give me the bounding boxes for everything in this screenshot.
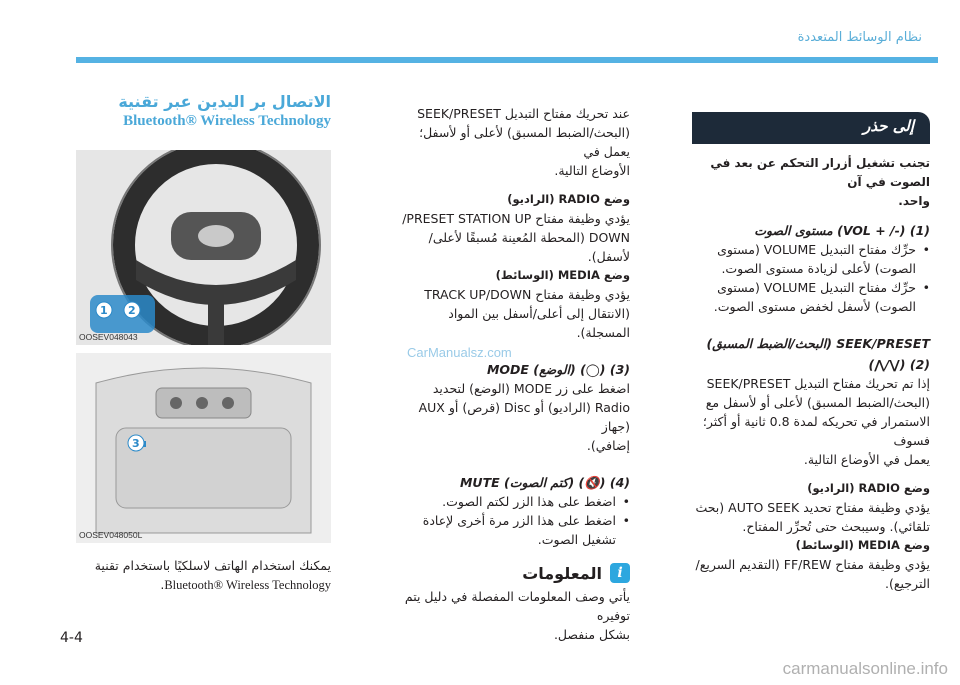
steering-wheel-figure — [76, 150, 331, 345]
seek-mid-text-2: (البحث/الضبط المسبق) لأعلى أو لأسفل؛ يعمل في — [419, 125, 630, 159]
media-mode-heading-mid: وضع MEDIA (الوسائط) — [495, 268, 630, 282]
section-title: نظام الوسائط المتعددة — [797, 30, 922, 45]
mode-text-2: Radio (الراديو) أو Disc (قرص) أو AUX (جهاز — [418, 400, 630, 434]
right-column — [692, 112, 930, 593]
seek-mid-text-3: الأوضاع التالية. — [554, 163, 630, 178]
mode-heading: (3) (◯) (الوضع) MODE — [486, 362, 630, 377]
bluetooth-desc-1: يمكنك استخدام الهاتف لاسلكيًا باستخدام تقنية — [94, 558, 331, 573]
media-mid-text-1: يؤدي وظيفة مفتاح TRACK UP/DOWN — [424, 287, 630, 302]
overhead-console-image — [76, 353, 331, 543]
seek-text-2: (البحث/الضبط المسبق) لأعلى أو لأسفل مع — [705, 395, 930, 410]
volume-heading: (1) (-/ + VOL) مستوى الصوت — [754, 223, 930, 238]
seek-mid-text-1: عند تحريك مفتاح التبديل SEEK/PRESET — [417, 106, 630, 121]
media-mid-text-2: (الانتقال إلى أعلى/أسفل بين المواد المسجلة). — [448, 306, 630, 340]
seek-text-3: الاستمرار في تحريكه لمدة 0.8 ثانية أو أكثر؛ فسوف — [702, 414, 930, 448]
radio-text-1: يؤدي وظيفة مفتاح تحديد AUTO SEEK (بحث — [695, 500, 930, 515]
media-text-2: الترجيع). — [885, 576, 930, 591]
info-heading — [398, 563, 630, 583]
info-text-2: بشكل منفصل. — [553, 627, 630, 642]
radio-mode-heading-mid: وضع RADIO (الراديو) — [507, 192, 630, 206]
middle-column — [398, 104, 630, 644]
mute-bullet-2: • اضغط على هذا الزر مرة أخرى لإعادة تشغيل الصوت. — [398, 511, 630, 549]
media-text-1: يؤدي وظيفة مفتاح FF/REW (التقديم السريع/ — [695, 557, 930, 572]
bluetooth-desc-2 — [76, 575, 331, 595]
figure-code-1: OOSEV048043 — [79, 332, 138, 342]
svg-text:2: 2 — [128, 304, 136, 317]
watermark: CarManualsz.com — [407, 345, 512, 360]
left-column — [76, 92, 331, 130]
volume-bullet-1b: الصوت) لأعلى لزيادة مستوى الصوت. — [721, 261, 916, 276]
seek-subheading: (2) (⋁/⋀) — [868, 357, 930, 372]
figure-code-2: OOSEV048050L — [79, 530, 143, 540]
footer-site-mark: carmanualsonline.info — [782, 659, 948, 678]
mute-heading: (4) (🔇) (كتم الصوت) MUTE — [459, 475, 630, 490]
volume-bullet-2b: الصوت) لأسفل لخفض مستوى الصوت. — [713, 299, 916, 314]
svg-text:1: 1 — [100, 304, 108, 317]
caution-box — [692, 112, 930, 144]
mute-bullet-1: • اضغط على هذا الزر لكتم الصوت. — [398, 492, 630, 511]
steering-wheel-image — [76, 150, 331, 345]
info-icon: i — [610, 563, 630, 583]
info-text-1: يأتي وصف المعلومات المفصلة في دليل يتم توفيره — [404, 589, 630, 623]
bluetooth-desc-end: . — [160, 577, 165, 592]
caution-text-2: واحد. — [898, 194, 930, 208]
overhead-console-figure — [76, 353, 331, 543]
volume-bullet-1a: • حرِّك مفتاح التبديل VOLUME (مستوى — [692, 240, 930, 259]
radio-mode-heading: وضع RADIO (الراديو) — [807, 481, 930, 495]
seek-text-1: إذا تم تحريك مفتاح التبديل SEEK/PRESET — [706, 376, 930, 391]
mode-text-3: إضافي). — [586, 438, 630, 453]
info-title: المعلومات — [522, 563, 602, 583]
header-rule — [76, 57, 938, 63]
bluetooth-title: الاتصال بر الیدين عبر تقنية — [118, 92, 331, 111]
seek-text-4: يعمل في الأوضاع التالية. — [803, 452, 930, 467]
mode-text-1: اضغط على زر MODE (الوضع) لتحديد — [432, 381, 630, 396]
svg-text:3: 3 — [132, 437, 140, 450]
media-mode-heading: وضع MEDIA (الوسائط) — [795, 538, 930, 552]
bluetooth-description — [76, 556, 331, 595]
radio-text-2: تلقائي). وسيبحث حتى تُحرِّر المفتاح. — [742, 519, 930, 534]
caution-text: تجنب تشغيل أزرار التحكم عن بعد في الصوت في آن — [710, 156, 930, 189]
caution-title: إلى حذر — [863, 117, 914, 135]
seek-heading: SEEK/PRESET (البحث/الضبط المسبق) — [706, 336, 930, 351]
radio-mid-text-2: DOWN (المحطة المُعينة مُسبقًا لأعلى/لأسفل). — [428, 230, 630, 264]
bluetooth-title-en: Bluetooth® Wireless Technology — [123, 113, 331, 129]
page-number: 4-4 — [60, 630, 83, 646]
volume-bullet-2a: • حرِّك مفتاح التبديل VOLUME (مستوى — [692, 278, 930, 297]
bluetooth-desc-en: Bluetooth® Wireless Technology — [164, 578, 331, 592]
radio-mid-text-1: يؤدي وظيفة مفتاح PRESET STATION UP/ — [402, 211, 630, 226]
